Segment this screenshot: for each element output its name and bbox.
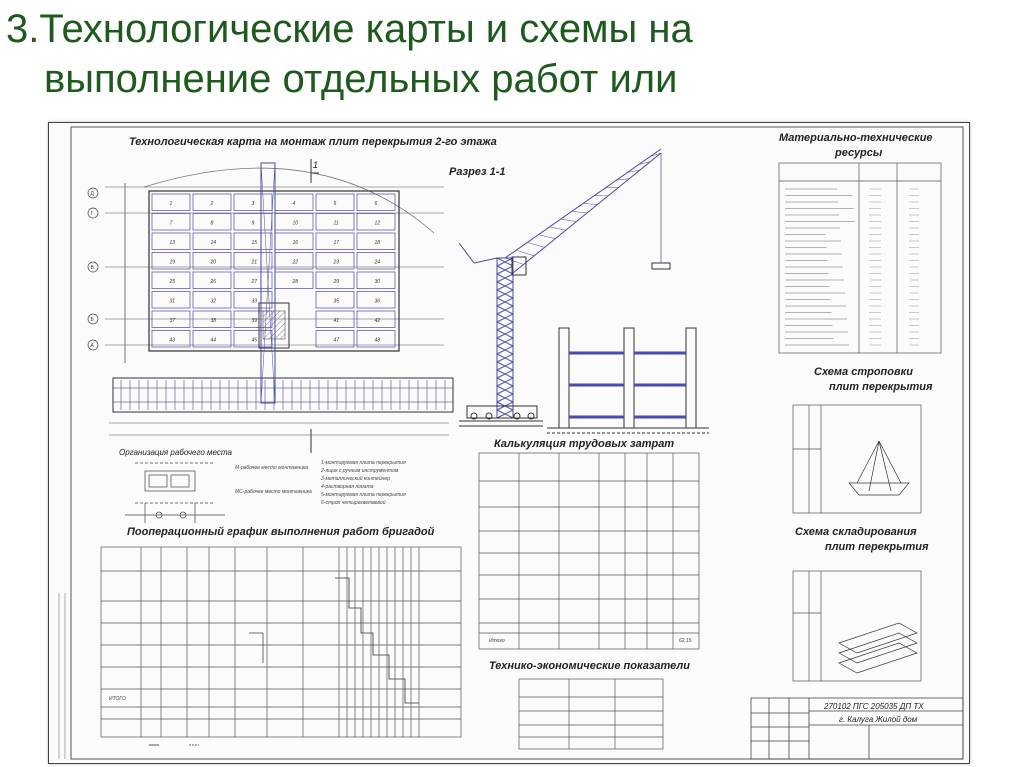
schedule-table-grid xyxy=(101,547,461,737)
slab-number: 7 xyxy=(169,220,173,227)
stamp-object: г. Калуга Жилой дом xyxy=(839,715,918,724)
slab-number: 5 xyxy=(333,200,337,207)
slab-number: 20 xyxy=(210,259,217,266)
labor-title: Калькуляция трудовых затрат xyxy=(494,438,675,450)
section-title: Разрез 1-1 xyxy=(449,166,506,178)
tech-econ-title: Технико-экономические показатели xyxy=(489,660,690,672)
slab-number: 26 xyxy=(210,278,217,285)
legend-line: 5-монтируемая плита перекрытия xyxy=(321,492,406,498)
section-mark: 1 xyxy=(313,160,319,170)
technical-drawing-sheet xyxy=(48,122,970,764)
slab-number: 45 xyxy=(251,337,258,344)
slide-title-line-1: 3.Технологические карты и схемы на xyxy=(6,7,693,51)
slab-number: 22 xyxy=(292,259,299,266)
building-section xyxy=(547,328,709,433)
slab-number: 23 xyxy=(333,259,340,266)
storage-title-line-2: плит перекрытия xyxy=(825,541,929,553)
workplace-title: Организация рабочего места xyxy=(119,448,232,457)
storage-title-line-1: Схема складирования xyxy=(795,526,917,538)
slide-title-line-2: выполнение отдельных работ или xyxy=(44,57,678,101)
slab-number: 4 xyxy=(292,200,296,207)
legend-line: 2-ящик с ручным инструментом xyxy=(321,468,399,474)
slab-number: 38 xyxy=(210,317,217,324)
slab-number: 29 xyxy=(333,278,340,285)
axis-label: Д xyxy=(90,191,94,197)
legend-line: 4-растворная лопата xyxy=(321,484,374,490)
slab-number: 10 xyxy=(292,220,299,227)
slab-number: 3 xyxy=(251,200,255,207)
slab-number: 44 xyxy=(210,337,217,344)
slab-number: 13 xyxy=(169,239,176,246)
slab-number: 42 xyxy=(374,317,381,324)
workplace-sketch xyxy=(125,463,225,523)
axis-label: Б xyxy=(90,317,94,323)
resources-title-line-2: ресурсы xyxy=(835,147,883,159)
slab-number: 6 xyxy=(374,200,378,207)
slab-number: 2 xyxy=(210,200,214,207)
slab-number: 35 xyxy=(333,298,340,305)
axis-label: А xyxy=(90,343,94,349)
slide-title xyxy=(6,4,1016,104)
slab-number: 18 xyxy=(374,239,381,246)
axis-label: В xyxy=(90,265,94,271)
sling-title-line-2: плит перекрытия xyxy=(829,381,933,393)
axis-label: Г xyxy=(90,211,94,217)
sling-title-line-1: Схема строповки xyxy=(814,366,913,378)
slab-number: 8 xyxy=(210,220,214,227)
storage-scheme xyxy=(793,571,921,681)
floor-plan xyxy=(105,159,453,453)
slab-number: 31 xyxy=(169,298,176,305)
tech-econ-table-grid xyxy=(519,679,663,749)
slab-number: 19 xyxy=(169,259,176,266)
resources-title-line-1: Материально-технические xyxy=(779,132,933,144)
labor-table-grid xyxy=(479,453,699,649)
slab-number: 39 xyxy=(251,317,258,324)
schedule-title: Пооперационный график выполнения работ бригадой xyxy=(127,526,435,538)
slab-number: 15 xyxy=(251,239,258,246)
slab-number: 33 xyxy=(251,298,258,305)
sling-scheme xyxy=(793,405,921,513)
slab-number: 14 xyxy=(210,239,217,246)
slab-number: 24 xyxy=(374,259,381,266)
slab-number: 12 xyxy=(374,220,381,227)
stamp-code: 270102 ПГС 205035 ДП ТХ xyxy=(824,702,924,711)
slab-number: 37 xyxy=(169,317,176,324)
slab-number: 43 xyxy=(169,337,176,344)
slab-number: 32 xyxy=(210,298,217,305)
slab-number: 48 xyxy=(374,337,381,344)
slab-number: 9 xyxy=(251,220,255,227)
slab-number: 16 xyxy=(292,239,299,246)
workplace-note: М-рабочее место монтажника xyxy=(235,465,309,471)
workplace-note: МС-рабочее место монтажника xyxy=(235,489,312,495)
slab-number: 41 xyxy=(333,317,340,324)
legend-line: 6-строп четырехветвевой xyxy=(321,500,386,506)
slab-number: 30 xyxy=(374,278,381,285)
slab-number: 17 xyxy=(333,239,340,246)
plan-title: Технологическая карта на монтаж плит перекрытия 2-го этажа xyxy=(129,136,497,148)
slab-number: 21 xyxy=(251,259,258,266)
resources-table xyxy=(779,163,941,353)
slab-number: 1 xyxy=(169,200,173,207)
legend-line: 1-монтируемая плита перекрытия xyxy=(321,460,406,466)
slab-number: 28 xyxy=(292,278,299,285)
schedule-total: ИТОГО xyxy=(109,696,126,702)
slab-number: 36 xyxy=(374,298,381,305)
labor-total: Итого xyxy=(489,638,505,644)
labor-total-value: 62,15 xyxy=(679,638,692,644)
slab-number: 27 xyxy=(251,278,258,285)
legend-line: 3-металлический контейнер xyxy=(321,476,390,482)
slab-number: 11 xyxy=(333,220,339,227)
slab-number: 47 xyxy=(333,337,340,344)
slab-number: 25 xyxy=(169,278,176,285)
